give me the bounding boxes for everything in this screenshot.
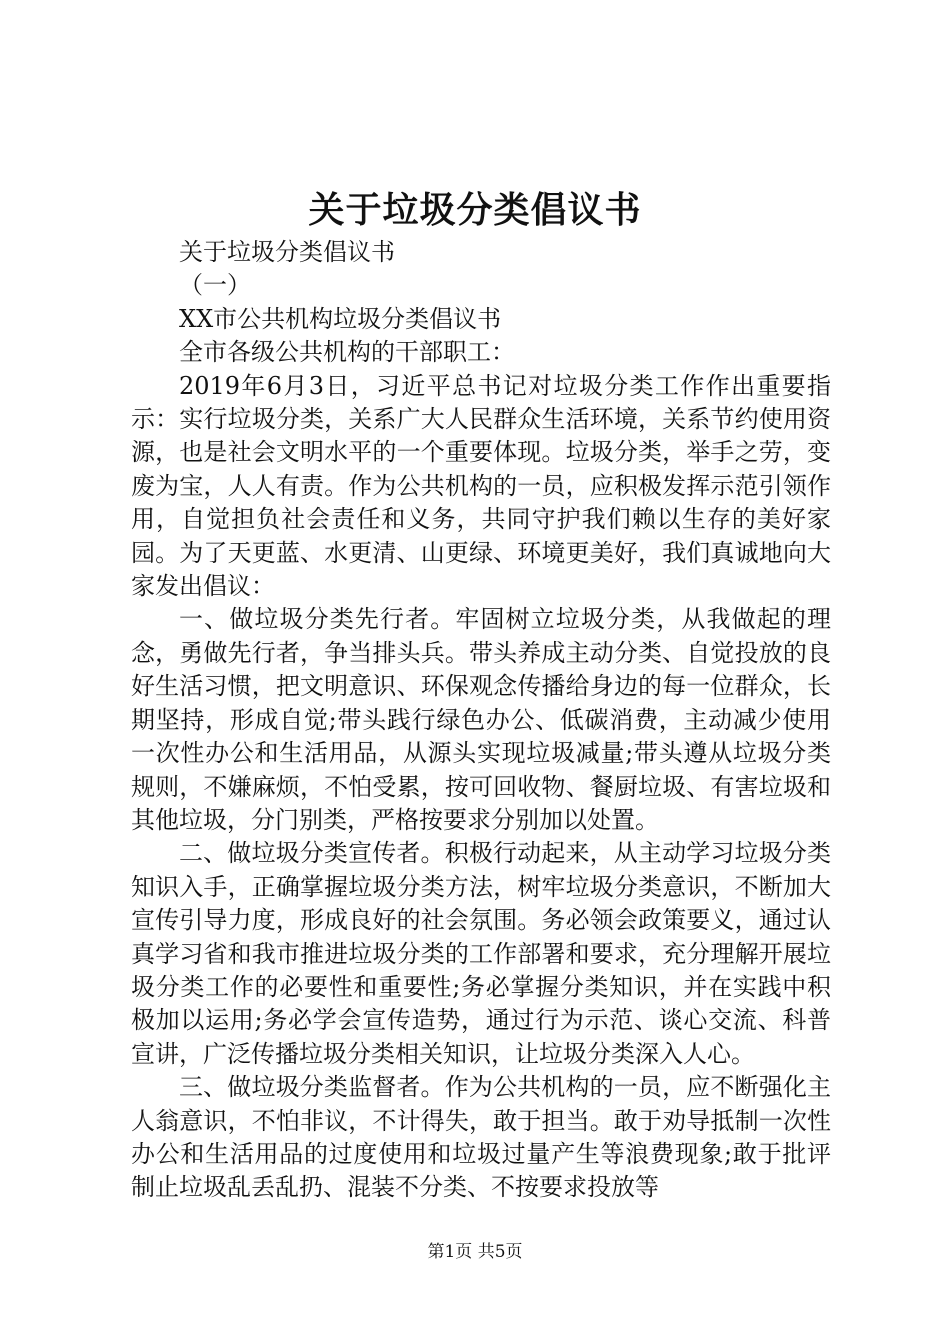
paragraph-salutation: 全市各级公共机构的干部职工： <box>179 338 515 367</box>
paragraph-point-two: 二、做垃圾分类宣传者。积极行动起来，从主动学习垃圾分类知识入手，正确掌握垃圾分类方法，树牢垃圾分类意识，不断加大宣传引导力度，形成良好的社会氛围。务必领会政策要义，通过认真学习省和我市推进垃圾分类的工作部署和要求，充分理解开展垃圾分类工作的必要性和重要性;务必掌握分类知识，并在实践中积极加以运用;务必学会宣传造势，通过行为示范、谈心交流、科普宣讲，广泛传播垃圾分类相关知识，让垃圾分类深入人心。 <box>131 839 831 1068</box>
document-title: 关于垃圾分类倡议书 <box>308 189 642 231</box>
document-body <box>131 236 831 1205</box>
paragraph-point-one: 一、做垃圾分类先行者。牢固树立垃圾分类，从我做起的理念，勇做先行者，争当排头兵。带头养成主动分类、自觉投放的良好生活习惯，把文明意识、环保观念传播给身边的每一位群众，长期坚持，形成自觉;带头践行绿色办公、低碳消费，主动减少使用一次性办公和生活用品，从源头实现垃圾减量;带头遵从垃圾分类规则，不嫌麻烦，不怕受累，按可回收物、餐厨垃圾、有害垃圾和其他垃圾，分门别类，严格按要求分别加以处置。 <box>131 605 831 834</box>
paragraph-heading: XX市公共机构垃圾分类倡议书 <box>179 304 502 333</box>
paragraph-subtitle: 关于垃圾分类倡议书 <box>179 238 395 266</box>
paragraph-intro: 2019年6月3日，习近平总书记对垃圾分类工作作出重要指示：实行垃圾分类，关系广大人民群众生活环境，关系节约使用资源，也是社会文明水平的一个重要体现。垃圾分类，举手之劳，变废为宝，人人有责。作为公共机构的一员，应积极发挥示范引领作用，自觉担负社会责任和义务，共同守护我们赖以生存的美好家园。为了天更蓝、水更清、山更绿、环境更美好，我们真诚地向大家发出倡议： <box>131 371 831 601</box>
page-footer: 第1页 共5页 <box>427 1242 523 1262</box>
paragraph-point-three: 三、做垃圾分类监督者。作为公共机构的一员，应不断强化主人翁意识，不怕非议，不计得失，敢于担当。敢于劝导抵制一次性办公和生活用品的过度使用和垃圾过量产生等浪费现象;敢于批评制止垃圾乱丢乱扔、混装不分类、不按要求投放等 <box>131 1073 831 1202</box>
paragraph-section-number: （一） <box>179 271 251 300</box>
